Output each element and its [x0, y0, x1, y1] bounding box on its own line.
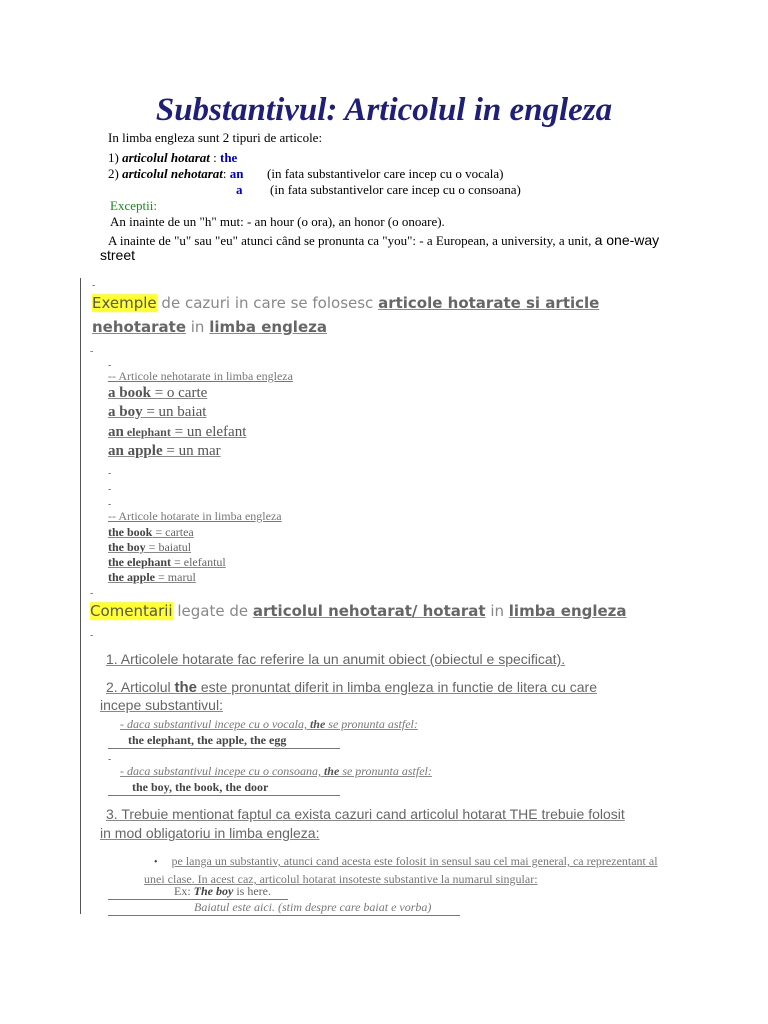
art2-word: an — [229, 166, 244, 181]
comment-2-d: incepe substantivul: — [100, 697, 223, 713]
indef-ro: = un mar — [162, 443, 221, 459]
article-definite-line — [108, 150, 237, 166]
comment-2-a: 2. Articolul — [106, 679, 175, 695]
dash-marker: - — [92, 280, 96, 291]
exception-2-street: street — [100, 247, 136, 263]
examples-heading-b2: nehotarate — [92, 318, 186, 336]
examples-heading-b3: limba engleza — [209, 318, 327, 336]
comment-3: 3. Trebuie mentionat faptul ca exista cazuri cand articolul hotarat THE trebuie folosit — [106, 806, 625, 822]
indef-en: an — [108, 424, 124, 440]
comment-1: 1. Articolele hotarate fac referire la un anumit obiect (obiectul e specificat). — [106, 651, 566, 667]
example-ro: Baiatul este aici. (stim despre care baiat e vorba) — [108, 900, 460, 916]
def-ro: = marul — [155, 570, 196, 584]
examples-heading-t1: de cazuri in care se folosesc — [156, 294, 379, 312]
def-example-2 — [108, 540, 191, 555]
exception-2 — [108, 232, 659, 249]
page-title: Substantivul: Articolul in engleza — [155, 92, 613, 128]
sub2-a: - daca substantivul incepe cu o consoana, — [120, 764, 324, 778]
indef-example-2 — [108, 404, 206, 421]
ex2-text: the boy, the book, the door — [132, 780, 269, 794]
comments-heading-t1: legate de — [172, 602, 253, 620]
left-margin-line — [80, 278, 81, 914]
examples-heading-b1: articole hotarate si article — [378, 294, 600, 312]
examples-section-heading — [92, 294, 599, 312]
comment-2-sub1 — [120, 717, 418, 732]
comments-heading-t2: in — [485, 602, 509, 620]
exceptions-heading: Exceptii: — [110, 198, 157, 213]
sub2-c: se pronunta astfel: — [339, 764, 432, 778]
dash-marker: - — [90, 588, 94, 599]
examples-highlight: Exemple — [92, 294, 157, 312]
def-en: the book — [108, 525, 153, 539]
ex-bold: The boy — [193, 884, 234, 898]
comment-2-the: the — [174, 679, 197, 696]
comment-2 — [106, 679, 597, 696]
ex-label: Ex: — [174, 884, 194, 898]
indef-ro: = un elefant — [170, 424, 247, 440]
art2-num: 2) — [108, 166, 123, 181]
comments-highlight: Comentarii — [90, 602, 173, 620]
comments-heading-b1: articolul nehotarat/ hotarat — [252, 602, 486, 620]
dash-marker: - — [108, 468, 112, 479]
sub2-the: the — [323, 764, 340, 778]
art1-num: 1) — [108, 150, 123, 165]
intro-text: In limba engleza sunt 2 tipuri de articole: — [108, 130, 323, 145]
exception-2-oneway: a one-way — [594, 232, 660, 248]
def-en: the apple — [108, 570, 156, 584]
sub1-a: - daca substantivul incepe cu o vocala, — [120, 717, 310, 731]
def-en: the elephant — [108, 555, 171, 569]
comment-2-c: este pronuntat diferit in limba engleza in functie de litera cu care — [196, 679, 597, 695]
comment-2-example-1 — [108, 733, 340, 749]
def-example-4 — [108, 570, 196, 585]
ex1-text: the elephant, the apple, the egg — [128, 733, 287, 747]
examples-heading-t2: in — [186, 318, 210, 336]
indef-mid: elephant — [123, 425, 171, 439]
indef-en: a boy — [108, 404, 143, 420]
dash-marker: - — [108, 754, 112, 765]
art2-label: articolul nehotarat — [122, 166, 223, 181]
exception-2-text: A inainte de "u" sau "eu" atunci când se pronunta ca "you": - a European, a university, a unit, — [108, 233, 595, 248]
ex-tail: is here. — [233, 884, 271, 898]
indef-example-1 — [108, 385, 207, 402]
article-indefinite-line — [108, 166, 243, 182]
dash-marker: - — [108, 499, 112, 510]
indef-example-4 — [108, 443, 221, 460]
bullet-item — [144, 852, 664, 888]
art1-word: the — [220, 150, 238, 165]
art3-note: (in fata substantivelor care incep cu o consoana) — [270, 182, 521, 197]
def-ro: = elefantul — [171, 555, 226, 569]
comment-2-example-2 — [108, 780, 340, 796]
comment-3-b: in mod obligatoriu in limba engleza: — [100, 825, 320, 841]
bullet-text: pe langa un substantiv, atunci cand acesta este folosit in sensul sau cel mai general, ca reprezentant al unei clase. In acest caz, articolul hotarat insoteste substantive la numarul singular: — [144, 854, 658, 886]
indef-example-3 — [108, 424, 246, 441]
indef-ro: = un baiat — [142, 404, 207, 420]
def-ro: = baiatul — [145, 540, 192, 554]
example-line — [108, 884, 288, 900]
dash-marker: - — [90, 630, 94, 641]
indef-ro: = o carte — [150, 385, 208, 401]
def-example-3 — [108, 555, 226, 570]
def-ro: = cartea — [152, 525, 194, 539]
dash-marker: - — [90, 346, 94, 357]
sub1-c: se pronunta astfel: — [325, 717, 418, 731]
exception-1: An inainte de un "h" mut: - an hour (o ora), an honor (o onoare). — [110, 214, 445, 229]
examples-section-heading-2 — [92, 318, 327, 336]
comments-heading-b2: limba engleza — [508, 602, 627, 620]
sub1-the: the — [309, 717, 326, 731]
def-en: the boy — [108, 540, 146, 554]
indef-en: a book — [108, 385, 151, 401]
comments-section-heading — [90, 602, 627, 620]
definite-examples-heading: -- Articole hotarate in limba engleza — [108, 509, 282, 523]
indef-en: an apple — [108, 443, 163, 459]
art2-sep: : — [222, 166, 230, 181]
indefinite-examples-heading: -- Articole nehotarate in limba engleza — [108, 369, 293, 383]
art2-note: (in fata substantivelor care incep cu o vocala) — [267, 166, 504, 181]
art3-word: a — [236, 182, 243, 197]
art1-label: articolul hotarat — [122, 150, 210, 165]
dash-marker: - — [108, 484, 112, 495]
art1-sep: : — [209, 150, 220, 165]
bullet-icon: • — [154, 857, 158, 868]
def-example-1 — [108, 525, 194, 540]
dash-marker: - — [108, 360, 112, 371]
comment-2-sub2 — [120, 764, 432, 779]
